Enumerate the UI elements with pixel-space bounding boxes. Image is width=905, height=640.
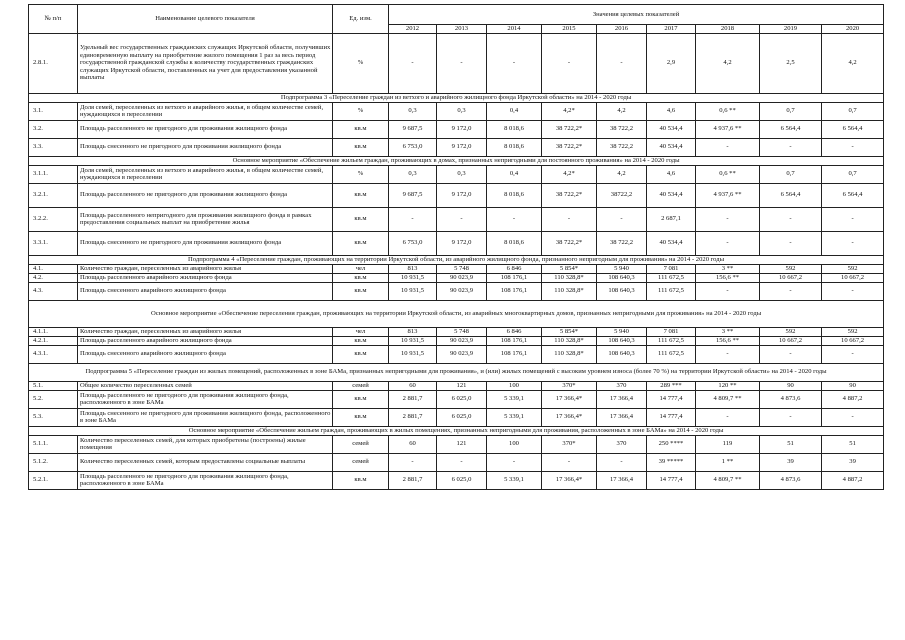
value-cell: 10 667,2 (822, 336, 884, 345)
table-row (29, 408, 884, 426)
value-cell: 40 534,4 (647, 120, 696, 138)
indicator-name: Удельный вес государственных гражданских служащих Иркутской области, получивших единовременную выплату на приобретение жилого помещения 1 раз за весь период государственной гражданской службы к количеству государственных гражданских служащих Иркутской области, поставленных на учет для предоставления указанной выплаты (78, 33, 333, 93)
value-cell: 0,6 ** (696, 165, 760, 183)
value-cell: 0,7 (760, 165, 822, 183)
value-cell: 38 722,2* (542, 138, 597, 156)
value-cell: 5 940 (597, 327, 647, 336)
value-cell: - (760, 231, 822, 255)
value-cell: 17 366,4* (542, 408, 597, 426)
value-cell: 60 (389, 381, 437, 390)
indicator-name: Количество переселенных семей, которым предоставлены социальные выплаты (78, 453, 333, 471)
value-cell: 90 (760, 381, 822, 390)
value-cell: 370 (597, 381, 647, 390)
value-cell: - (487, 33, 542, 93)
value-cell: 111 672,5 (647, 336, 696, 345)
indicator-name: Площадь расселенного не пригодного для проживания жилищного фонда (78, 183, 333, 207)
value-cell: - (437, 453, 487, 471)
value-cell: 9 687,5 (389, 120, 437, 138)
value-cell: 4,2 (597, 102, 647, 120)
value-cell: 108 640,3 (597, 282, 647, 300)
row-number: 5.1.1. (29, 435, 78, 453)
value-cell: 10 667,2 (822, 273, 884, 282)
row-number: 3.2.1. (29, 183, 78, 207)
table-row (29, 390, 884, 408)
value-cell: 813 (389, 264, 437, 273)
unit-cell: кв.м (333, 231, 389, 255)
header-year: 2020 (822, 25, 884, 34)
row-number: 3.1. (29, 102, 78, 120)
value-cell: - (696, 408, 760, 426)
value-cell: 39 ***** (647, 453, 696, 471)
value-cell: 7 081 (647, 327, 696, 336)
value-cell: - (696, 138, 760, 156)
value-cell: 60 (389, 435, 437, 453)
value-cell: 6 846 (487, 264, 542, 273)
value-cell: - (760, 207, 822, 231)
table-row (29, 165, 884, 183)
value-cell: 5 339,1 (487, 390, 542, 408)
value-cell: 2,9 (647, 33, 696, 93)
unit-cell: кв.м (333, 138, 389, 156)
value-cell: 4,2 (597, 165, 647, 183)
unit-cell: чел (333, 264, 389, 273)
value-cell: 592 (822, 327, 884, 336)
value-cell: 110 328,8* (542, 282, 597, 300)
header-year: 2017 (647, 25, 696, 34)
header-year: 2014 (487, 25, 542, 34)
table-row (29, 345, 884, 363)
value-cell: 90 (822, 381, 884, 390)
unit-cell: кв.м (333, 336, 389, 345)
value-cell: 14 777,4 (647, 408, 696, 426)
header-year: 2018 (696, 25, 760, 34)
value-cell: 51 (822, 435, 884, 453)
value-cell: 38 722,2 (597, 120, 647, 138)
value-cell: 10 931,5 (389, 336, 437, 345)
value-cell: 8 018,6 (487, 231, 542, 255)
indicator-name: Количество граждан, переселенных из аварийного жилья (78, 264, 333, 273)
value-cell: 90 023,9 (437, 345, 487, 363)
value-cell: 100 (487, 435, 542, 453)
value-cell: - (542, 33, 597, 93)
value-cell: 2 881,7 (389, 471, 437, 489)
header-year: 2016 (597, 25, 647, 34)
section-title: Основное мероприятие «Обеспечение жильем граждан, проживающих в домах, признанных непригодными для постоянного проживания» на 2014 - 2020 годы (29, 156, 884, 165)
table-row (29, 381, 884, 390)
value-cell: 108 176,1 (487, 336, 542, 345)
header-unit: Ед. изм. (333, 5, 389, 34)
section-header-row (29, 300, 884, 327)
indicator-name: Площадь снесенного аварийного жилищного фонда (78, 345, 333, 363)
value-cell: 6 025,0 (437, 471, 487, 489)
value-cell: 0,7 (760, 102, 822, 120)
indicator-name: Площадь расселенного не пригодного для проживания жилищного фонда, расположенного в зоне БАМа (78, 471, 333, 489)
value-cell: 9 172,0 (437, 231, 487, 255)
row-number: 5.3. (29, 408, 78, 426)
target-indicators-table (28, 4, 884, 490)
value-cell: 5 854* (542, 264, 597, 273)
value-cell: 0,4 (487, 102, 542, 120)
value-cell: 0,4 (487, 165, 542, 183)
table-row (29, 453, 884, 471)
value-cell: - (760, 138, 822, 156)
table-row (29, 102, 884, 120)
value-cell: 8 018,6 (487, 120, 542, 138)
value-cell: 111 672,5 (647, 282, 696, 300)
unit-cell: семей (333, 435, 389, 453)
row-number: 4.1. (29, 264, 78, 273)
value-cell: - (389, 453, 437, 471)
unit-cell: кв.м (333, 390, 389, 408)
value-cell: 592 (760, 264, 822, 273)
unit-cell: кв.м (333, 183, 389, 207)
value-cell: 0,3 (389, 102, 437, 120)
row-number: 3.2.2. (29, 207, 78, 231)
value-cell: 4 809,7 ** (696, 471, 760, 489)
value-cell: 10 931,5 (389, 273, 437, 282)
value-cell: 17 366,4 (597, 471, 647, 489)
indicator-name: Площадь снесенного аварийного жилищного фонда (78, 282, 333, 300)
value-cell: 6 753,0 (389, 138, 437, 156)
unit-cell: % (333, 33, 389, 93)
value-cell: 38 722,2 (597, 231, 647, 255)
value-cell: 108 176,1 (487, 282, 542, 300)
value-cell: 250 **** (647, 435, 696, 453)
value-cell: 0,3 (437, 102, 487, 120)
value-cell: 111 672,5 (647, 273, 696, 282)
value-cell: 2 881,7 (389, 390, 437, 408)
value-cell: 3 ** (696, 327, 760, 336)
table-row (29, 327, 884, 336)
header-values-title: Значения целевых показателей (389, 5, 884, 25)
header-year: 2013 (437, 25, 487, 34)
value-cell: - (822, 408, 884, 426)
indicator-name: Площадь снесенного не пригодного для проживания жилищного фонда (78, 231, 333, 255)
unit-cell: кв.м (333, 120, 389, 138)
value-cell: 38 722,2 (597, 138, 647, 156)
value-cell: 110 328,8* (542, 336, 597, 345)
value-cell: 10 667,2 (760, 336, 822, 345)
value-cell: 5 339,1 (487, 408, 542, 426)
value-cell: 9 172,0 (437, 120, 487, 138)
value-cell: - (542, 453, 597, 471)
value-cell: - (822, 138, 884, 156)
row-number: 3.1.1. (29, 165, 78, 183)
value-cell: 38 722,2* (542, 231, 597, 255)
row-number: 4.2.1. (29, 336, 78, 345)
value-cell: 108 640,3 (597, 273, 647, 282)
table-row (29, 33, 884, 93)
value-cell: 592 (822, 264, 884, 273)
value-cell: 10 667,2 (760, 273, 822, 282)
section-title: Подпрограмма 4 «Переселение граждан, проживающих на территории Иркутской области, из аварийного жилищного фонда, признанного непригодным для проживания» на 2014 - 2020 годы (29, 255, 884, 264)
value-cell: 4 887,2 (822, 471, 884, 489)
row-number: 4.2. (29, 273, 78, 282)
value-cell: 2 687,1 (647, 207, 696, 231)
value-cell: 4,2* (542, 102, 597, 120)
indicator-name: Площадь расселенного непригодного для проживания жилищного фонда в рамках предоставления социальных выплат на приобретение жилья (78, 207, 333, 231)
unit-cell: кв.м (333, 471, 389, 489)
value-cell: - (487, 453, 542, 471)
unit-cell: семей (333, 381, 389, 390)
header-name: Наименование целевого показателя (78, 5, 333, 34)
value-cell: 289 *** (647, 381, 696, 390)
value-cell: 6 846 (487, 327, 542, 336)
value-cell: 111 672,5 (647, 345, 696, 363)
value-cell: 5 940 (597, 264, 647, 273)
value-cell: 90 023,9 (437, 282, 487, 300)
value-cell: 370* (542, 435, 597, 453)
value-cell: 6 564,4 (760, 183, 822, 207)
indicator-name: Площадь расселенного не пригодного для проживания жилищного фонда (78, 120, 333, 138)
value-cell: 9 687,5 (389, 183, 437, 207)
value-cell: 370 (597, 435, 647, 453)
value-cell: 100 (487, 381, 542, 390)
value-cell: 4,2 (696, 33, 760, 93)
section-title: Основное мероприятие «Обеспечение жильем граждан, проживающих в жилых помещениях, признанных непригодными для проживания, расположенных в зоне БАМа» на 2014 - 2020 годы (29, 426, 884, 435)
row-number: 5.1.2. (29, 453, 78, 471)
value-cell: - (437, 207, 487, 231)
row-number: 5.2.1. (29, 471, 78, 489)
header-row (29, 5, 884, 25)
value-cell: 5 854* (542, 327, 597, 336)
section-title: Подпрограмма 3 «Переселение граждан из ветхого и аварийного жилищного фонда Иркутской области» на 2014 - 2020 годы (29, 93, 884, 102)
value-cell: - (696, 345, 760, 363)
value-cell: 5 339,1 (487, 471, 542, 489)
value-cell: 40 534,4 (647, 183, 696, 207)
value-cell: 14 777,4 (647, 471, 696, 489)
unit-cell: % (333, 102, 389, 120)
unit-cell: кв.м (333, 273, 389, 282)
unit-cell: кв.м (333, 207, 389, 231)
value-cell: 370* (542, 381, 597, 390)
value-cell: 4,2 (822, 33, 884, 93)
value-cell: 4 873,6 (760, 390, 822, 408)
header-num: № п/п (29, 5, 78, 34)
value-cell: 121 (437, 435, 487, 453)
table-row (29, 120, 884, 138)
section-title: Основное мероприятие «Обеспечение переселения граждан, проживающих на территории Иркутской области, из аварийных многоквартирных домов, признанных непригодными для проживания» на 2014 - 2020 годы (29, 300, 884, 327)
table-row (29, 435, 884, 453)
value-cell: 7 081 (647, 264, 696, 273)
value-cell: - (696, 282, 760, 300)
value-cell: 40 534,4 (647, 231, 696, 255)
value-cell: - (389, 207, 437, 231)
value-cell: - (822, 207, 884, 231)
value-cell: - (822, 231, 884, 255)
unit-cell: кв.м (333, 345, 389, 363)
value-cell: 108 176,1 (487, 273, 542, 282)
indicator-name: Площадь снесенного не пригодного для проживания жилищного фонда (78, 138, 333, 156)
value-cell: 119 (696, 435, 760, 453)
value-cell: - (822, 345, 884, 363)
value-cell: 38722,2 (597, 183, 647, 207)
value-cell: 110 328,8* (542, 273, 597, 282)
value-cell: 0,3 (437, 165, 487, 183)
value-cell: 6 564,4 (822, 183, 884, 207)
table-row (29, 138, 884, 156)
value-cell: - (822, 282, 884, 300)
section-header-row (29, 93, 884, 102)
value-cell: 4 937,6 ** (696, 120, 760, 138)
section-header-row (29, 156, 884, 165)
section-header-row (29, 426, 884, 435)
indicator-name: Площадь расселенного аварийного жилищного фонда (78, 273, 333, 282)
table-row (29, 471, 884, 489)
table-row (29, 207, 884, 231)
table-row (29, 273, 884, 282)
indicator-name: Доля семей, переселенных из ветхого и аварийного жилья, в общем количестве семей, нуждающихся в переселении (78, 165, 333, 183)
value-cell: 51 (760, 435, 822, 453)
unit-cell: % (333, 165, 389, 183)
value-cell: 4,6 (647, 165, 696, 183)
value-cell: - (542, 207, 597, 231)
value-cell: 8 018,6 (487, 183, 542, 207)
table-row (29, 282, 884, 300)
section-title: Подпрограмма 5 «Переселение граждан из жилых помещений, расположенных в зоне БАМа, признанных непригодными для проживания», и (или) жилых помещений с высоким уровнем износа (более 70 %) на территории Иркутской области» на 2014 - 2020 годы (29, 363, 884, 381)
value-cell: 40 534,4 (647, 138, 696, 156)
value-cell: 156,6 ** (696, 273, 760, 282)
value-cell: 121 (437, 381, 487, 390)
table-row (29, 183, 884, 207)
value-cell: 90 023,9 (437, 273, 487, 282)
value-cell: 90 023,9 (437, 336, 487, 345)
row-number: 3.2. (29, 120, 78, 138)
indicator-name: Количество граждан, переселенных из аварийного жилья (78, 327, 333, 336)
row-number: 4.3.1. (29, 345, 78, 363)
value-cell: 156,6 ** (696, 336, 760, 345)
value-cell: 4 887,2 (822, 390, 884, 408)
value-cell: - (760, 282, 822, 300)
value-cell: 6 025,0 (437, 408, 487, 426)
value-cell: 4 809,7 ** (696, 390, 760, 408)
row-number: 4.3. (29, 282, 78, 300)
header-year: 2019 (760, 25, 822, 34)
value-cell: 0,3 (389, 165, 437, 183)
value-cell: 0,6 ** (696, 102, 760, 120)
value-cell: - (760, 408, 822, 426)
value-cell: 17 366,4* (542, 471, 597, 489)
value-cell: 38 722,2* (542, 120, 597, 138)
value-cell: 5 748 (437, 327, 487, 336)
value-cell: 4,6 (647, 102, 696, 120)
value-cell: 38 722,2* (542, 183, 597, 207)
value-cell: 0,7 (822, 165, 884, 183)
value-cell: 39 (760, 453, 822, 471)
value-cell: 10 931,5 (389, 345, 437, 363)
unit-cell: кв.м (333, 282, 389, 300)
unit-cell: чел (333, 327, 389, 336)
value-cell: 17 366,4 (597, 390, 647, 408)
unit-cell: семей (333, 453, 389, 471)
value-cell: 592 (760, 327, 822, 336)
header-year: 2012 (389, 25, 437, 34)
row-number: 5.1. (29, 381, 78, 390)
value-cell: - (696, 231, 760, 255)
table-row (29, 231, 884, 255)
row-number: 5.2. (29, 390, 78, 408)
value-cell: - (696, 207, 760, 231)
value-cell: 1 ** (696, 453, 760, 471)
indicator-name: Площадь снесенного не пригодного для проживания жилищного фонда, расположенного в зоне БАМа (78, 408, 333, 426)
value-cell: 813 (389, 327, 437, 336)
value-cell: - (487, 207, 542, 231)
value-cell: - (597, 33, 647, 93)
value-cell: 108 176,1 (487, 345, 542, 363)
value-cell: 0,7 (822, 102, 884, 120)
row-number: 4.1.1. (29, 327, 78, 336)
value-cell: 8 018,6 (487, 138, 542, 156)
value-cell: 108 640,3 (597, 345, 647, 363)
value-cell: 39 (822, 453, 884, 471)
value-cell: 2 881,7 (389, 408, 437, 426)
value-cell: 6 564,4 (822, 120, 884, 138)
value-cell: - (389, 33, 437, 93)
indicator-name: Площадь расселенного не пригодного для проживания жилищного фонда, расположенного в зоне БАМа (78, 390, 333, 408)
value-cell: 4 873,6 (760, 471, 822, 489)
value-cell: 6 753,0 (389, 231, 437, 255)
value-cell: - (597, 453, 647, 471)
value-cell: 6 025,0 (437, 390, 487, 408)
value-cell: 4 937,6 ** (696, 183, 760, 207)
value-cell: 4,2* (542, 165, 597, 183)
value-cell: 2,5 (760, 33, 822, 93)
value-cell: 110 328,8* (542, 345, 597, 363)
row-number: 3.3.1. (29, 231, 78, 255)
value-cell: - (437, 33, 487, 93)
indicator-name: Доля семей, переселенных из ветхого и аварийного жилья, в общем количестве семей, нуждающихся в переселении (78, 102, 333, 120)
value-cell: - (597, 207, 647, 231)
value-cell: 108 640,3 (597, 336, 647, 345)
value-cell: 10 931,5 (389, 282, 437, 300)
row-number: 3.3. (29, 138, 78, 156)
section-header-row (29, 363, 884, 381)
indicator-name: Площадь расселенного аварийного жилищного фонда (78, 336, 333, 345)
value-cell: - (760, 345, 822, 363)
value-cell: 9 172,0 (437, 138, 487, 156)
value-cell: 17 366,4* (542, 390, 597, 408)
section-header-row (29, 255, 884, 264)
value-cell: 17 366,4 (597, 408, 647, 426)
value-cell: 6 564,4 (760, 120, 822, 138)
value-cell: 14 777,4 (647, 390, 696, 408)
value-cell: 5 748 (437, 264, 487, 273)
value-cell: 9 172,0 (437, 183, 487, 207)
table-row (29, 264, 884, 273)
indicator-name: Количество переселенных семей, для которых приобретены (построены) жилые помещения (78, 435, 333, 453)
row-number: 2.8.1. (29, 33, 78, 93)
table-row (29, 336, 884, 345)
value-cell: 120 ** (696, 381, 760, 390)
header-year: 2015 (542, 25, 597, 34)
unit-cell: кв.м (333, 408, 389, 426)
document-page (28, 4, 865, 490)
indicator-name: Общее количество переселенных семей (78, 381, 333, 390)
table-body (29, 33, 884, 489)
value-cell: 3 ** (696, 264, 760, 273)
